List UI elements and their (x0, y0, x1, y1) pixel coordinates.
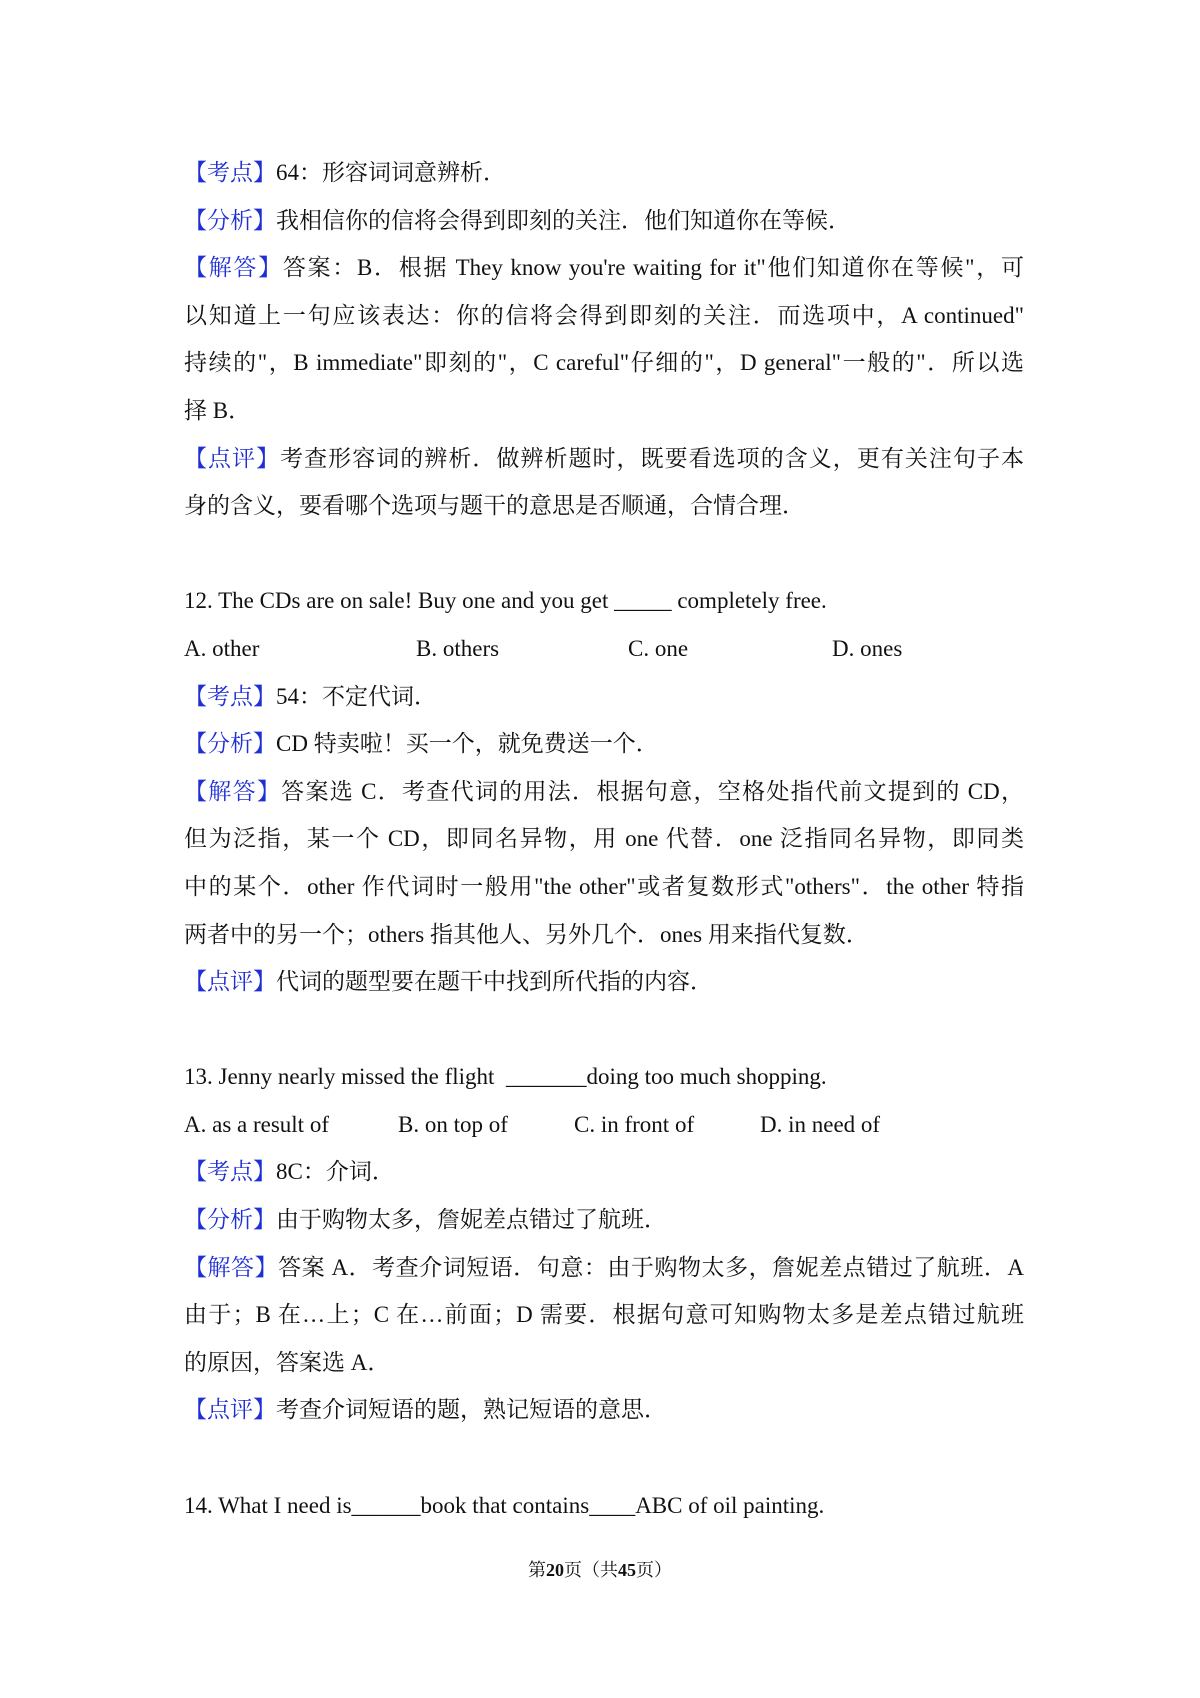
dianping-tag: 【点评】 (184, 969, 276, 995)
q12-jieda-line-3: 中的某个．other 作代词时一般用"the other"或者复数形式"others"．the other 特指 (184, 873, 1024, 899)
q12-dianping (184, 958, 1024, 1006)
q13-option-b: B. on top of (398, 1111, 508, 1137)
footer-page-number: 20 (546, 1560, 564, 1580)
q13-jieda-line-2: 由于；B 在…上；C 在…前面；D 需要．根据句意可知购物太多是差点错过航班 (184, 1302, 1024, 1328)
q11-jieda-line-1 (184, 244, 1024, 292)
kaodian-tag: 【考点】 (184, 683, 276, 709)
q13-kaodian (184, 1148, 1024, 1196)
kaodian-tag: 【考点】 (184, 1159, 276, 1185)
q12-jieda-line-4: 两者中的另一个；others 指其他人、另外几个．ones 用来指代复数． (184, 921, 869, 947)
q13-jieda-text-1: 答案 A．考查介词短语．句意：由于购物太多，詹妮差点错过了航班．A (278, 1254, 1024, 1280)
q13-option-d: D. in need of (760, 1111, 881, 1137)
q11-dianping-line-2: 身的含义，要看哪个选项与题干的意思是否顺通，合情合理． (184, 493, 805, 519)
kaodian-tag: 【考点】 (184, 160, 276, 185)
q13-kaodian-text: 8C：介词． (276, 1159, 395, 1185)
q12-kaodian (184, 673, 1024, 721)
q12-stem: 12. The CDs are on sale! Buy one and you get _____ completely free. (184, 588, 827, 614)
spacer (184, 1006, 1024, 1054)
q13-dianping-text: 考查介词短语的题，熟记短语的意思． (276, 1397, 667, 1423)
fenxi-tag: 【分析】 (184, 731, 276, 757)
q13-dianping (184, 1386, 1024, 1434)
q14-stem: 14. What I need is______book that contains____ABC of oil painting. (184, 1492, 825, 1518)
q12-jieda-line-1 (184, 768, 1024, 816)
q11-kaodian (184, 149, 1024, 197)
dianping-tag: 【点评】 (184, 445, 281, 471)
q12-dianping-text: 代词的题型要在题干中找到所代指的内容． (276, 969, 713, 995)
jieda-tag: 【解答】 (184, 778, 282, 804)
footer-middle: 页（共 (564, 1560, 618, 1580)
footer-suffix: 页） (636, 1560, 672, 1580)
q11-fenxi (184, 197, 1024, 245)
dianping-tag: 【点评】 (184, 1397, 276, 1423)
q13-jieda-line-3: 的原因，答案选 A． (184, 1349, 391, 1375)
footer-prefix: 第 (528, 1560, 546, 1580)
spacer (184, 530, 1024, 578)
jieda-tag: 【解答】 (184, 1254, 279, 1280)
document-body (184, 149, 1024, 1529)
q12-options (184, 625, 1024, 673)
spacer (184, 1434, 1024, 1482)
q13-fenxi-text: 由于购物太多，詹妮差点错过了航班． (276, 1207, 667, 1233)
fenxi-tag: 【分析】 (184, 207, 276, 233)
q12-fenxi (184, 720, 1024, 768)
q12-kaodian-text: 54：不定代词． (276, 683, 437, 709)
q12-jieda-text-1: 答案选 C．考查代词的用法．根据句意，空格处指代前文提到的 CD， (281, 778, 1024, 804)
fenxi-tag: 【分析】 (184, 1207, 276, 1233)
q11-dianping-text-1: 考查形容词的辨析．做辨析题时，既要看选项的含义，更有关注句子本 (280, 445, 1024, 471)
footer-total-pages: 45 (618, 1560, 636, 1580)
q13-options (184, 1101, 1024, 1149)
q13-option-c: C. in front of (574, 1111, 695, 1137)
jieda-tag: 【解答】 (184, 255, 283, 281)
q12-option-d: D. ones (832, 635, 903, 661)
q12-option-a: A. other (184, 635, 260, 661)
q11-kaodian-text: 64：形容词词意辨析． (276, 160, 506, 185)
q11-dianping-line-1 (184, 435, 1024, 483)
q11-jieda-line-2: 以知道上一句应该表达：你的信将会得到即刻的关注．而选项中，A continued" (184, 302, 1024, 328)
q12-jieda-line-2: 但为泛指，某一个 CD，即同名异物，用 one 代替．one 泛指同名异物，即同类 (184, 826, 1024, 852)
q13-option-a: A. as a result of (184, 1111, 329, 1137)
q11-jieda-text-1: 答案：B．根据 They know you're waiting for it"他们知道你在等候"，可 (282, 255, 1024, 281)
q13-fenxi (184, 1196, 1024, 1244)
q11-jieda-line-4: 择 B． (184, 397, 252, 423)
q11-fenxi-text: 我相信你的信将会得到即刻的关注．他们知道你在等候． (276, 207, 851, 233)
q11-jieda-line-3: 持续的"，B immediate"即刻的"，C careful"仔细的"，D general"一般的"．所以选 (184, 350, 1024, 376)
q13-stem: 13. Jenny nearly missed the flight _______doing too much shopping. (184, 1064, 827, 1090)
page-footer (0, 1557, 1200, 1583)
q12-fenxi-text: CD 特卖啦！买一个，就免费送一个． (276, 731, 659, 757)
q12-option-c: C. one (628, 635, 689, 661)
q12-option-b: B. others (416, 635, 500, 661)
q13-jieda-line-1 (184, 1244, 1024, 1292)
